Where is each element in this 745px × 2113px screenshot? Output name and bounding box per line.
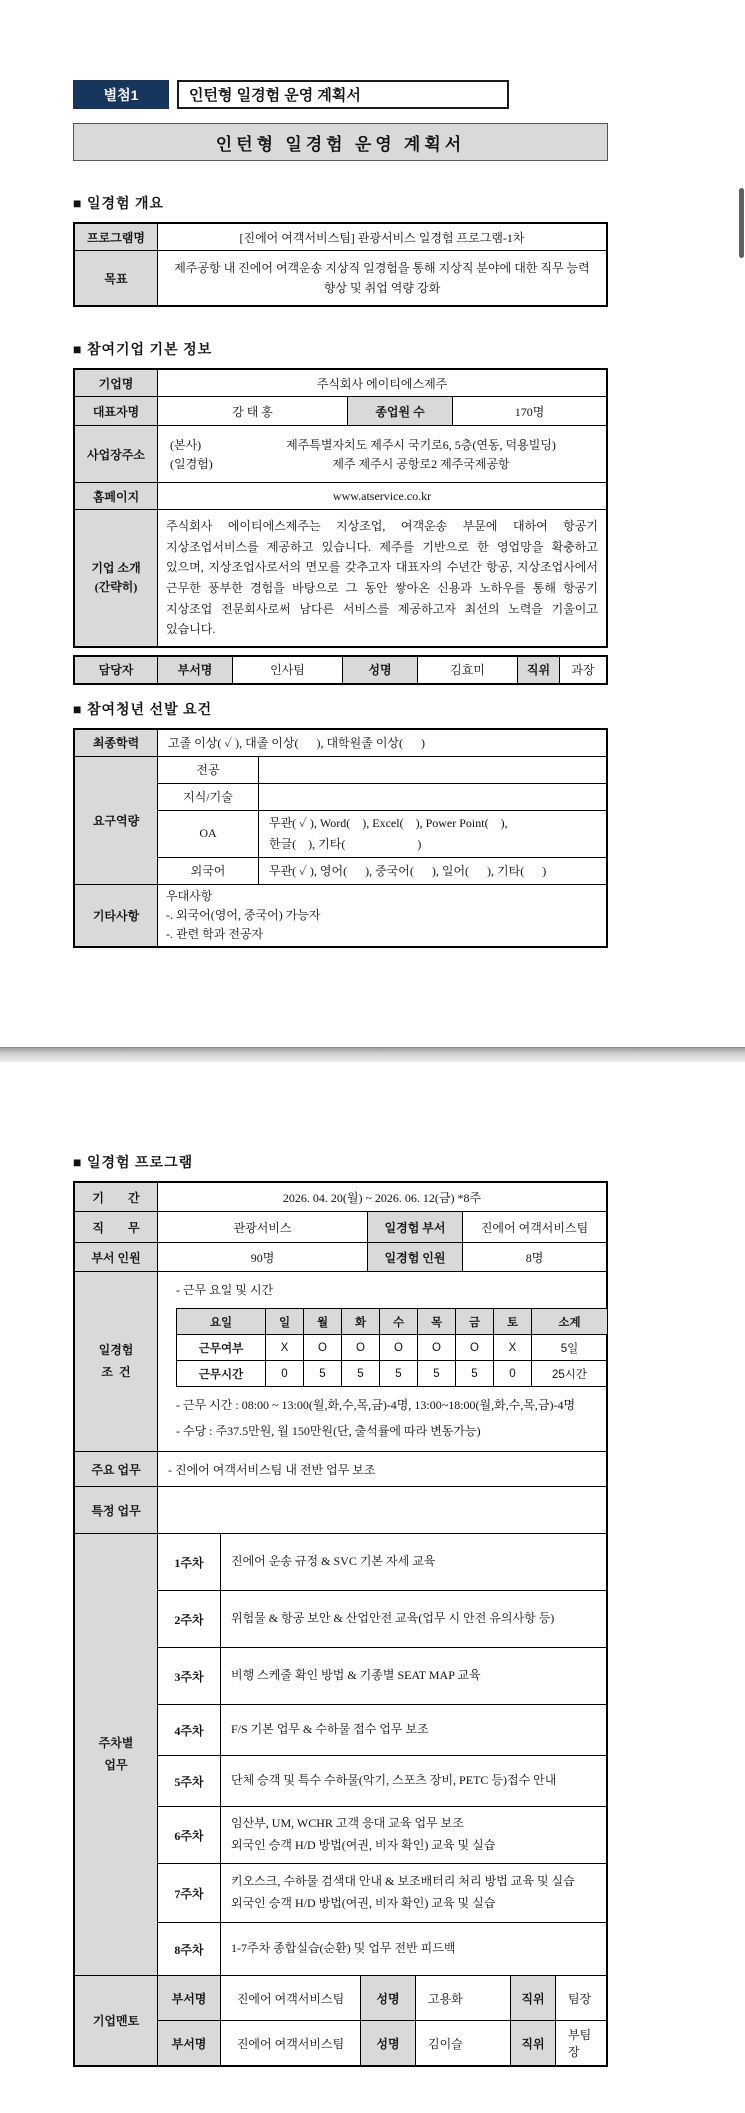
table-row [75,1242,606,1271]
schedule-header-fri: 금 [455,1309,493,1334]
mentor-2-title-label: 직위 [510,2021,555,2065]
week-1-task: 진에어 운송 규정 & SVC 기본 자세 교육 [231,1554,436,1569]
job-label: 직 무 [75,1212,157,1242]
requirements-table [73,728,608,949]
weekly-label-line1: 주차별 [98,1735,134,1750]
mentor-rows [75,1975,606,2065]
week-row [158,1863,606,1922]
mentor-2-name: 김이슬 [415,2021,510,2065]
hours-sun: 0 [265,1361,303,1386]
week-2-task: 위험물 & 항공 보안 & 산업안전 교육(업무 시 안전 유의사항 등) [231,1611,555,1626]
condition-time: - 근무 시간 : 08:00 ~ 13:00(월,화,수,목,금)-4명, 13:00~18:00(월,화,수,목,금)-4명 [176,1398,576,1412]
table-row [75,1211,606,1242]
company-table [73,368,608,648]
mentor-1-dept-label: 부서명 [158,1976,220,2020]
table-row [75,224,606,250]
address-exp-tag: (일경험) [170,457,213,471]
education-value: 고졸 이상( ✓ ), 대졸 이상( ), 대학원졸 이상( ) [157,730,606,756]
hours-subtotal: 25시간 [531,1361,607,1386]
contact-dept-label: 부서명 [157,657,232,683]
week-row [158,1590,606,1647]
table-row [75,1486,606,1533]
workday-row-label: 근무여부 [198,1342,244,1355]
address-hq-line [164,436,600,453]
condition-intro: - 근무 요일 및 시간 [176,1283,274,1297]
ceo-label: 대표자명 [75,397,157,425]
hours-fri: 5 [455,1361,493,1386]
week-row [158,1755,606,1806]
company-intro-value: 주식회사 에이티에스제주는 지상조업, 여객운송 부문에 대하여 항공기 지상조업서비스를 제공하고 있습니다. 제주를 기반으로 한 영업망을 확충하고 있으며, 지상조업사로서의 면모를 갖추고자 대표자의 수년간 항공, 지상조업사에서 근무한 풍부한 경험을 바탕으로 그 동안 쌓아온 신용과 노하우를 통해 항공기 지상조업 전문회사로써 남다른 서비스를 제공하고자 최선의 노력을 기울이고 있습니다. [157,510,606,646]
week-3-label: 3주차 [174,1669,204,1684]
knowledge-value [258,784,606,810]
address-exp-line [164,455,600,472]
workday-sun: X [265,1335,303,1360]
mentor-2-dept: 진에어 여객서비스팀 [220,2021,360,2065]
specific-task-value [157,1487,606,1533]
schedule-header-subtotal: 소계 [531,1309,607,1334]
schedule-header-wed: 수 [379,1309,417,1334]
schedule-header-day: 요일 [177,1309,265,1334]
scrollbar-thumb[interactable] [739,188,744,258]
competency-major-row [158,757,606,783]
section-heading-company: ■ 참여기업 기본 정보 [73,343,213,358]
table-row [75,730,606,756]
table-row [75,370,606,396]
week-6-task-line2: 외국인 승객 H/D 방법(여권, 비자 확인) 교육 및 실습 [231,1838,496,1852]
program-table [73,1181,608,2067]
week-7-task-line2: 외국인 승객 H/D 방법(여권, 비자 확인) 교육 및 실습 [231,1896,496,1910]
week-1-label: 1주차 [174,1555,204,1570]
schedule-header-sun: 일 [265,1309,303,1334]
job-value: 관광서비스 [157,1212,367,1242]
etc-line-3: -. 관련 학과 전공자 [166,927,264,942]
document-page-1 [0,0,745,1047]
competency-oa-row [158,810,606,857]
workday-sat: X [493,1335,531,1360]
dept-size-label: 부서 인원 [75,1243,157,1271]
language-value: 무관( ✓ ), 영어( ), 중국어( ), 일어( ), 기타( ) [258,858,606,884]
table-row [75,657,606,683]
week-row [158,1704,606,1755]
week-row [158,1647,606,1704]
document-page-2 [0,1062,745,2113]
specific-task-label: 특정 업무 [75,1487,157,1533]
contact-label: 담당자 [75,657,157,683]
schedule-header-thu: 목 [417,1309,455,1334]
week-8-task: 1-7주차 종합실습(순환) 및 업무 전반 피드백 [231,1941,456,1956]
etc-line-1: 우대사항 [166,888,213,903]
language-label: 외국어 [190,864,226,879]
hours-wed: 5 [379,1361,417,1386]
mentor-label: 기업멘토 [75,1976,157,2065]
table-row [75,396,606,425]
hours-mon: 5 [303,1361,341,1386]
company-name-label: 기업명 [75,370,157,396]
headcount-label: 일경험 인원 [367,1243,462,1271]
program-dept-label: 일경험 부서 [367,1212,462,1242]
week-4-task: F/S 기본 업무 & 수하물 접수 업무 보조 [231,1722,429,1737]
address-hq-value: 제주특별자치도 제주시 국기로6, 5층(연동, 덕용빌딩) [286,438,556,452]
workday-tue: O [341,1335,379,1360]
condition-pay: - 수당 : 주37.5만원, 월 150만원(단, 출석률에 따라 변동가능) [176,1424,481,1438]
contact-name-value: 김효미 [417,657,517,683]
condition-label-line2: 조 건 [101,1364,131,1379]
week-row [158,1922,606,1975]
headcount-value: 8명 [462,1243,606,1271]
weekly-label-line2: 업무 [104,1757,128,1772]
oa-label: OA [199,826,217,841]
week-row [158,1534,606,1590]
doc-header-box: 인턴형 일경험 운영 계획서 [177,80,509,109]
oa-value-line1: 무관( ✓ ), Word( ), Excel( ), Power Point( ), [269,816,508,831]
table-row [75,884,606,947]
website-label: 홈페이지 [75,483,157,509]
table-row [75,756,606,884]
program-name-label: 프로그램명 [75,224,157,250]
workday-wed: O [379,1335,417,1360]
week-5-task: 단체 승객 및 특수 수하물(악기, 스포츠 장비, PETC 등)접수 안내 [231,1773,557,1788]
week-8-label: 8주차 [174,1942,204,1957]
attachment-header [73,0,608,109]
period-label: 기 간 [75,1183,157,1211]
week-row [158,1806,606,1863]
mentor-1-dept: 진에어 여객서비스팀 [220,1976,360,2020]
attachment-badge: 별첨1 [73,80,169,109]
contact-dept-value: 인사팀 [232,657,342,683]
work-schedule-table [176,1308,608,1387]
competency-knowledge-row [158,783,606,810]
table-row [75,1183,606,1211]
contact-name-label: 성명 [342,657,417,683]
schedule-hours-row [177,1360,607,1386]
hours-thu: 5 [417,1361,455,1386]
week-7-label: 7주차 [174,1886,204,1901]
table-row [75,509,606,646]
employees-value: 170명 [452,397,606,425]
mentor-row [158,1976,606,2020]
address-label: 사업장주소 [75,426,157,482]
etc-line-2: -. 외국어(영어, 중국어) 가능자 [166,907,321,922]
week-6-task-line1: 임산부, UM, WCHR 고객 응대 교육 업무 보조 [231,1816,464,1831]
workday-subtotal: 5일 [531,1335,607,1360]
mentor-row [158,2020,606,2065]
condition-row [75,1271,606,1451]
overview-table [73,222,608,307]
mentor-2-dept-label: 부서명 [158,2021,220,2065]
website-value: www.atservice.co.kr [157,483,606,509]
schedule-header-sat: 토 [493,1309,531,1334]
mentor-1-title: 팀장 [555,1976,606,2020]
dept-size-value: 90명 [157,1243,367,1271]
mentor-1-name: 고용화 [415,1976,510,2020]
oa-value-line2: 한글( ), 기타( ) [269,836,422,851]
ceo-value: 강 태 홍 [157,397,347,425]
main-task-label: 주요 업무 [75,1452,157,1486]
week-2-label: 2주차 [174,1612,204,1627]
section-heading-requirements: ■ 참여청년 선발 요건 [73,702,213,718]
employees-label: 종업원 수 [347,397,452,425]
page-separator [0,1047,745,1062]
period-value: 2026. 04. 20(월) ~ 2026. 06. 12(금) *8주 [157,1183,606,1211]
week-5-label: 5주차 [174,1774,204,1789]
workday-fri: O [455,1335,493,1360]
education-label: 최종학력 [75,730,157,756]
weekly-tasks-row [75,1533,606,1975]
address-hq-tag: (본사) [170,438,202,452]
competency-label: 요구역량 [75,757,157,884]
hours-row-label: 근무시간 [198,1368,244,1381]
workday-thu: O [417,1335,455,1360]
hours-sat: 0 [493,1361,531,1386]
goal-value: 제주공항 내 진에어 여객운송 지상직 일경험을 통해 지상직 분야에 대한 직무 능력 향상 및 취업 역량 강화 [157,251,606,305]
schedule-workday-row [177,1334,607,1360]
company-intro-label-sub: (간략히) [94,579,138,594]
week-4-label: 4주차 [174,1723,204,1738]
major-label: 전공 [196,763,220,778]
contact-table [73,655,608,685]
contact-title-value: 과장 [559,657,606,683]
hours-tue: 5 [341,1361,379,1386]
program-dept-value: 진에어 여객서비스팀 [462,1212,606,1242]
mentor-1-title-label: 직위 [510,1976,555,2020]
week-7-task-line1: 키오스크, 수하물 검색대 안내 & 보조배터리 처리 방법 교육 및 실습 [231,1874,575,1889]
schedule-header-tue: 화 [341,1309,379,1334]
condition-label-line1: 일경험 [98,1342,134,1357]
table-row [75,482,606,509]
mentor-2-name-label: 성명 [360,2021,415,2065]
schedule-header-row [177,1309,607,1334]
program-name-value: [진에어 여객서비스팀] 관광서비스 일경험 프로그램-1차 [157,224,606,250]
schedule-header-mon: 월 [303,1309,341,1334]
page-title: 인턴형 일경험 운영 계획서 [73,123,608,161]
competency-language-row [158,857,606,884]
company-intro-label: 기업 소개 [91,560,141,575]
table-row [75,425,606,482]
section-heading-program: ■ 일경험 프로그램 [73,1156,194,1171]
major-value [258,757,606,783]
table-row [75,1451,606,1486]
address-exp-value: 제주 제주시 공항로2 제주국제공항 [332,457,510,471]
workday-mon: O [303,1335,341,1360]
goal-label: 목표 [75,251,157,305]
knowledge-label: 지식/기술 [183,790,233,805]
mentor-2-title: 부팀장 [555,2021,606,2065]
company-name-value: 주식회사 에이티에스제주 [157,370,606,396]
etc-label: 기타사항 [75,885,157,947]
mentor-1-name-label: 성명 [360,1976,415,2020]
contact-title-label: 직위 [517,657,559,683]
week-6-label: 6주차 [174,1828,204,1843]
week-3-task: 비행 스케줄 확인 방법 & 기종별 SEAT MAP 교육 [231,1668,481,1683]
table-row [75,250,606,305]
main-task-value: - 진에어 여객서비스팀 내 전반 업무 보조 [157,1452,606,1486]
section-heading-overview: ■ 일경험 개요 [73,197,165,212]
